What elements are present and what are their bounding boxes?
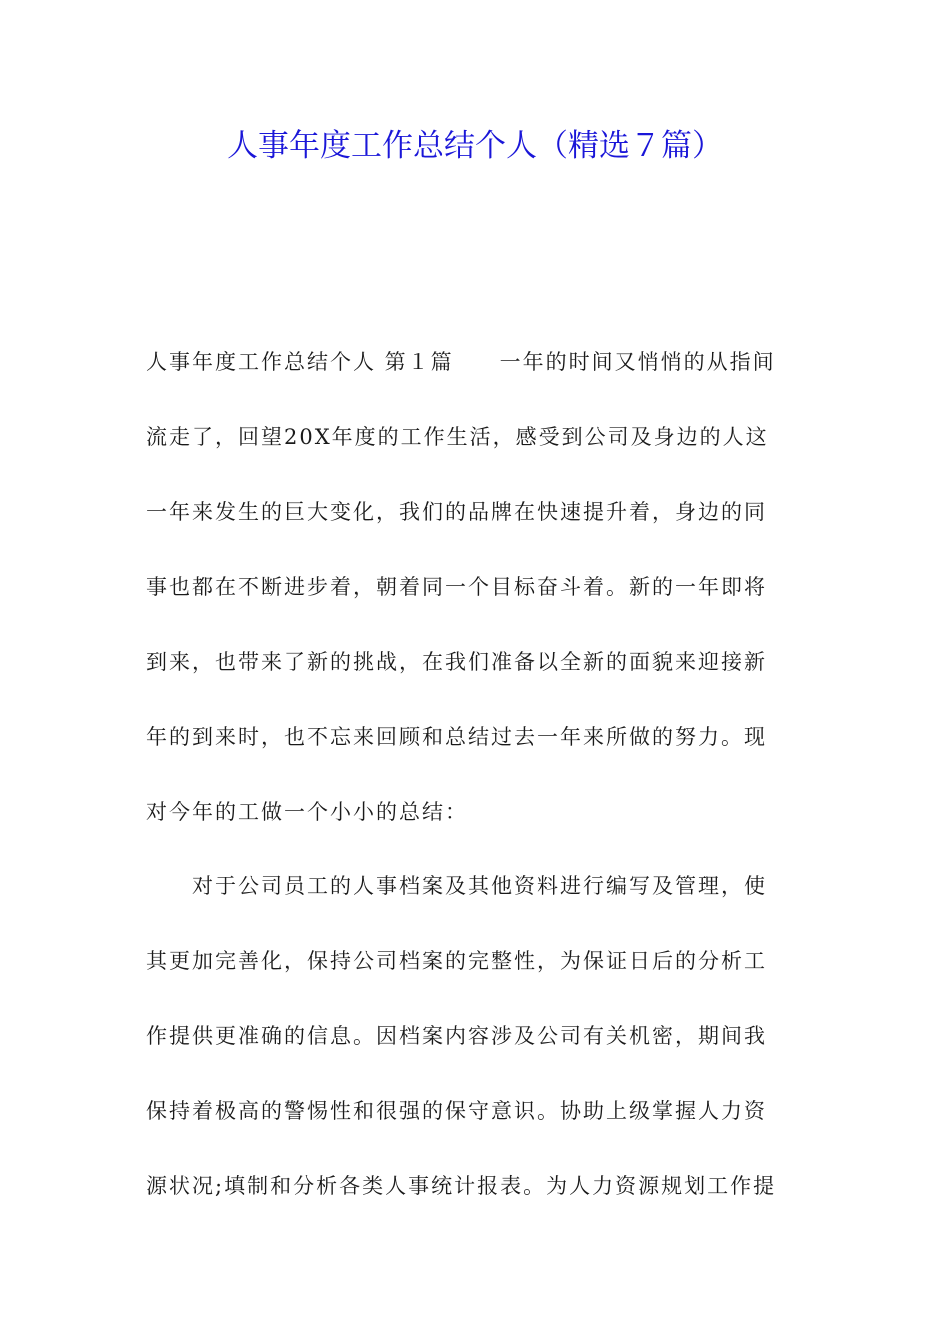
document-title: 人事年度工作总结个人（精选７篇） [227,128,723,164]
paragraph-line: 源状况;填制和分析各类人事统计报表。为人力资源规划工作提 [146,1174,777,1198]
paragraph-line: 一年来发生的巨大变化，我们的品牌在快速提升着，身边的同 [146,500,767,524]
paragraph-line: 作提供更准确的信息。因档案内容涉及公司有关机密，期间我 [146,1024,767,1048]
paragraph-line: 人事年度工作总结个人 第１篇 一年的时间又悄悄的从指间 [146,350,776,374]
paragraph-2 [146,868,806,1243]
paragraph-line: 保持着极高的警惕性和很强的保守意识。协助上级掌握人力资 [146,1099,767,1123]
paragraph-line: 对今年的工做一个小小的总结： [146,800,468,824]
paragraph-line: 事也都在不断进步着，朝着同一个目标奋斗着。新的一年即将 [146,575,767,599]
paragraph-line: 年的到来时，也不忘来回顾和总结过去一年来所做的努力。现 [146,725,767,749]
paragraph-line: 流走了，回望20X年度的工作生活，感受到公司及身边的人这 [146,425,769,449]
paragraph-line: 对于公司员工的人事档案及其他资料进行编写及管理，使 [146,874,767,898]
paragraph-line: 其更加完善化，保持公司档案的完整性，为保证日后的分析工 [146,949,767,973]
paragraph-line: 到来，也带来了新的挑战，在我们准备以全新的面貌来迎接新 [146,650,767,674]
paragraph-1 [146,344,806,869]
